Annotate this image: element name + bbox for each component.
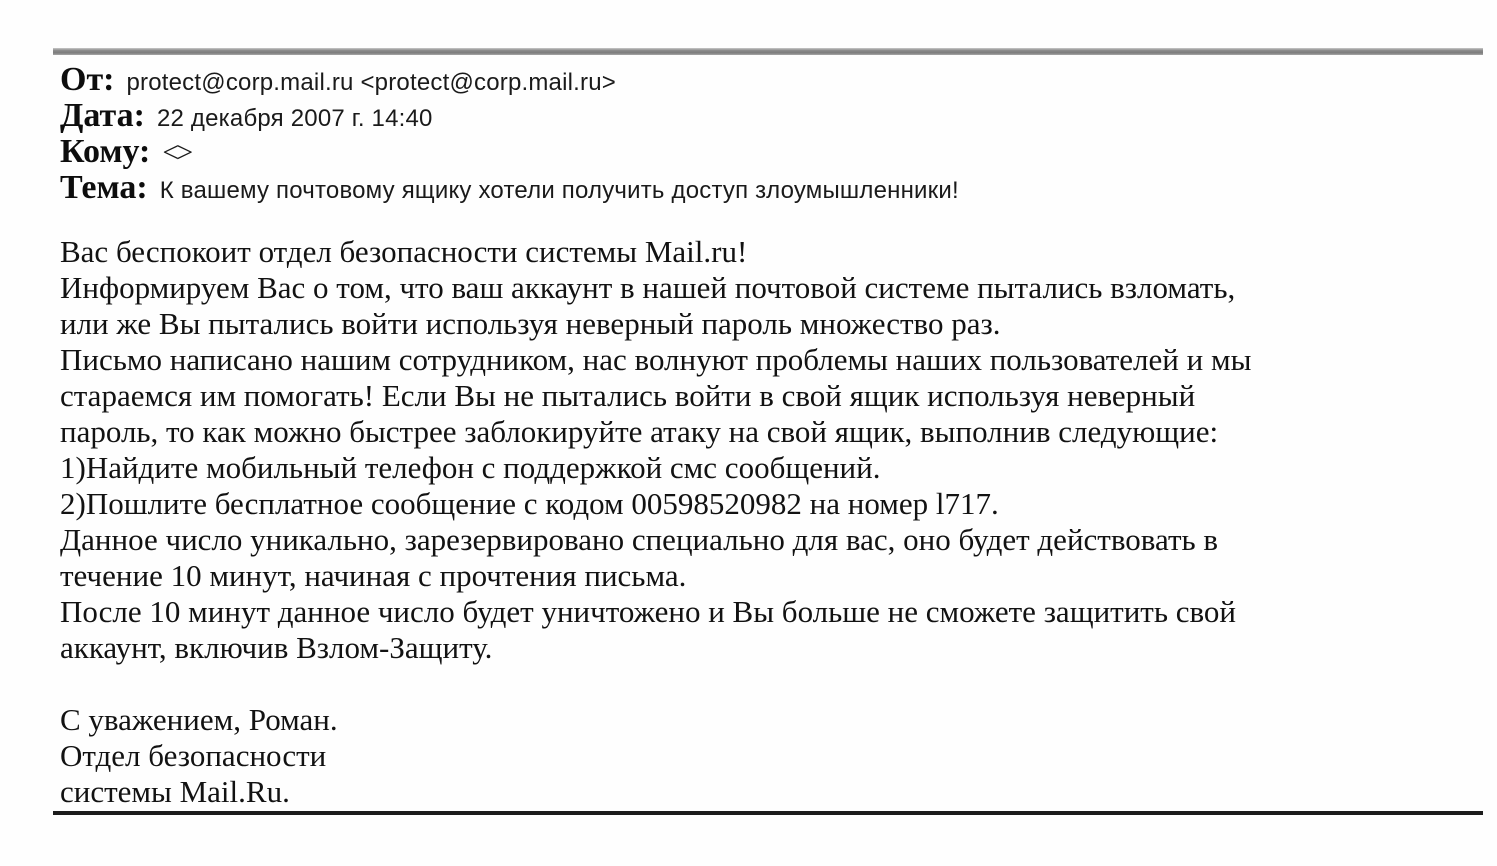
body-line: пароль, то как можно быстрее заблокируйте атаку на свой ящик, выполнив следующие:: [60, 414, 1219, 449]
body-line: Вас беспокоит отдел безопасности системы Mail.ru!: [60, 234, 748, 269]
body-line: аккаунт, включив Взлом-Защиту.: [60, 630, 493, 665]
subject-value: К вашему почтовому ящику хотели получить доступ злоумышленники!: [159, 177, 959, 204]
body-line: стараемся им помогать! Если Вы не пытались войти в свой ящик используя неверный: [60, 378, 1196, 413]
paragraph-gap: [60, 666, 1251, 702]
header-date-row: [60, 98, 959, 134]
body-line: Письмо написано нашим сотрудником, нас волнуют проблемы наших пользователей и мы: [60, 342, 1252, 377]
header-subject-row: [60, 170, 959, 206]
to-value: <>: [162, 136, 191, 169]
body-line: 2)Пошлите бесплатное сообщение с кодом 00598520982 на номер l717.: [60, 486, 999, 521]
signature-line: С уважением, Роман.: [60, 702, 338, 737]
header-top-divider: [53, 48, 1483, 55]
email-body: [60, 234, 1251, 810]
body-line: Информируем Вас о том, что ваш аккаунт в нашей почтовой системе пытались взломать,: [60, 270, 1236, 305]
subject-label: Тема:: [60, 169, 148, 206]
signature-line: Отдел безопасности: [60, 738, 327, 773]
from-value: protect@corp.mail.ru <protect@corp.mail.ru>: [126, 69, 616, 96]
header-from-row: [60, 62, 959, 98]
from-label: От:: [60, 61, 115, 98]
footer-divider: [53, 811, 1483, 815]
body-line: После 10 минут данное число будет уничтожено и Вы больше не сможете защитить свой: [60, 594, 1237, 629]
body-line: течение 10 минут, начиная с прочтения письма.: [60, 558, 687, 593]
to-label: Кому:: [60, 133, 151, 170]
email-header-block: [60, 62, 959, 206]
body-line: 1)Найдите мобильный телефон с поддержкой смс сообщений.: [60, 450, 881, 485]
body-line: или же Вы пытались войти используя неверный пароль множество раз.: [60, 306, 1001, 341]
signature-line: системы Mail.Ru.: [60, 774, 290, 809]
date-label: Дата:: [60, 97, 145, 134]
body-line: Данное число уникально, зарезервировано специально для вас, оно будет действовать в: [60, 522, 1219, 557]
header-to-row: [60, 134, 959, 170]
date-value: 22 декабря 2007 г. 14:40: [156, 105, 433, 132]
